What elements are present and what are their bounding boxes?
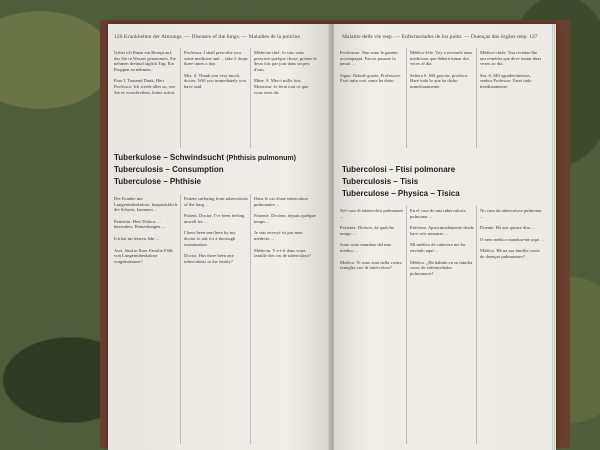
paragraph: Dans le cas d'une tuberculose pulmonaire ... [254, 196, 309, 207]
paragraph: Ich hat im letzten Jahr ... [114, 235, 160, 241]
title-en: Tuberculosis – Consumption [114, 165, 224, 174]
paragraph: Je suis envoyé ici par mon médecin ... [254, 230, 303, 241]
paragraph: Patient suffering from tuberculosis of the lung ... [184, 196, 248, 207]
right-bottom-col-3 [480, 208, 544, 266]
left-top-col-3 [254, 50, 318, 101]
title-pt: Tuberculose – Physica – Tísica [342, 189, 460, 198]
paragraph: Patient. Doctor, I've been feeling unwell for ... [184, 213, 245, 224]
paragraph: Gebet ich Ihnen ein Rezept auf, das Sie in Wasser genommen. Sie nehmen dreimal täglich Tag. Ein Proppen zu nehmen. [114, 50, 176, 72]
right-page [334, 24, 556, 450]
paragraph: Mrs. S. Thank you very much, doctor. Will you immediately you have said. [184, 72, 246, 89]
title-de: Tuberkulose – Schwindsucht (Phthisis pulmonum) [114, 153, 296, 162]
paragraph: Patientin. Herr Doktor, ... besonders. Bemerkungen ... [114, 218, 166, 230]
paragraph: Médico-Jefe. Voy a recetarle unas medicinas que deberá tomar dos veces al día. [410, 50, 473, 67]
paragraph: Médico. ¿Ha habido en su familia casos de enfermedades pulmonares? [410, 259, 473, 276]
left-bottom-col-2 [184, 196, 248, 270]
paragraph: Der Kranke mit Lungentuberkulose, hauptsächlich die Schwer, kommen ... [114, 196, 178, 213]
right-top-col-2 [410, 50, 474, 96]
paragraph: Arzt. Sind in Ihrer Familie Fälle von Lungentuberkulose vorgekommen? [114, 247, 174, 264]
paragraph: Professor. I shall prescribe you some medicine and ... take 2 drops three times a day. [184, 50, 248, 67]
page-edges [552, 24, 556, 450]
right-running-head: Malattie delle vie resp. — Enfermedades de los pulm. — Doenças dos órgãos resp. 127 [342, 34, 538, 40]
paragraph: Médico. Há na sua família casos de doenças pulmonares? [480, 248, 540, 259]
left-bottom-col-3 [254, 196, 318, 265]
paragraph: O meu médico mandou-me aqui ... [480, 236, 544, 242]
title-es: Tuberculosis – Tisis [342, 177, 419, 186]
open-book [108, 24, 556, 450]
paragraph: Médecin. Y a-t-il dans votre famille des cas de tuberculose? [254, 247, 312, 259]
paragraph: Mme. S. Merci mille fois, Monsieur. Je ferai tout ce que vous avez dit. [254, 78, 309, 95]
paragraph: Sono stato mandato dal mio medico ... [340, 242, 392, 253]
paragraph: Doente. Há uns quinze dias ... [480, 225, 535, 231]
paragraph: Signa. Debole grazie, Professore. Farò tutto così come ha detto. [340, 72, 402, 84]
left-top-col-1 [114, 50, 178, 101]
left-page [108, 24, 330, 450]
right-top-col-3 [480, 50, 544, 96]
left-top-col-2 [184, 50, 248, 96]
right-bottom-col-2 [410, 208, 474, 282]
paragraph: I have been sent here by my doctor to ask for a thorough examination. [184, 230, 236, 247]
paragraph: Paziente. Dottore, da qualche tempo ... [340, 225, 394, 236]
right-bottom-col-1 [340, 208, 404, 277]
paragraph: Médecin-chef. Je vais vous prescrire quelque chose; prenez-le deux fois par jour dans un peu d'eau. [254, 50, 317, 72]
paragraph: No caso da tuberculose pulmonar ... [480, 208, 542, 219]
left-bottom-col-1 [114, 196, 178, 270]
title-it: Tubercolosi – Ftisi polmonare [342, 165, 456, 174]
right-top-col-1 [340, 50, 404, 90]
title-fr: Tuberculose – Phthisie [114, 177, 201, 186]
paragraph: Doctor. Has there been any tuberculosis in the family? [184, 253, 234, 264]
left-running-head: 126 Krankheiten der Atmungs. — Diseases of the lungs. — Maladies de la poitrine [114, 34, 300, 40]
paragraph: Nel caso di tubercolosi polmonare ... [340, 208, 404, 219]
paragraph: Patiente. Docteur, depuis quelque temps ... [254, 213, 316, 224]
paragraph: Frau I. Tausend Dank, Herr Professor. Ich werde alles so, wie Sie es vorschreiben, lieber sofort. [114, 78, 176, 95]
paragraph: Medico. Vi sono stati nella vostra famiglia casi di tubercolosi? [340, 259, 402, 271]
paragraph: Médico-chefe. Vou receitar-lhe um remédio que deve tomar duas vezes ao dia. [480, 50, 542, 67]
paragraph: Sra. S. Mil agradecimentos, senhor Professor. Farei tudo imediatamente. [480, 72, 532, 89]
paragraph: Professore. Non sono le gambe; accompagni. Faccia passare la paura ... [340, 50, 399, 67]
paragraph: En el caso de una tuberculosis pulmonar ... [410, 208, 466, 219]
paragraph: Señora S. Mil gracias, profesor. Haré todo lo que ha dicho inmediatamente. [410, 72, 469, 89]
paragraph: Mi médico de cabecera me ha enviado aquí ... [410, 242, 465, 253]
paragraph: Enferma. Aproximadamente desde hace seis semanas ... [410, 225, 474, 236]
